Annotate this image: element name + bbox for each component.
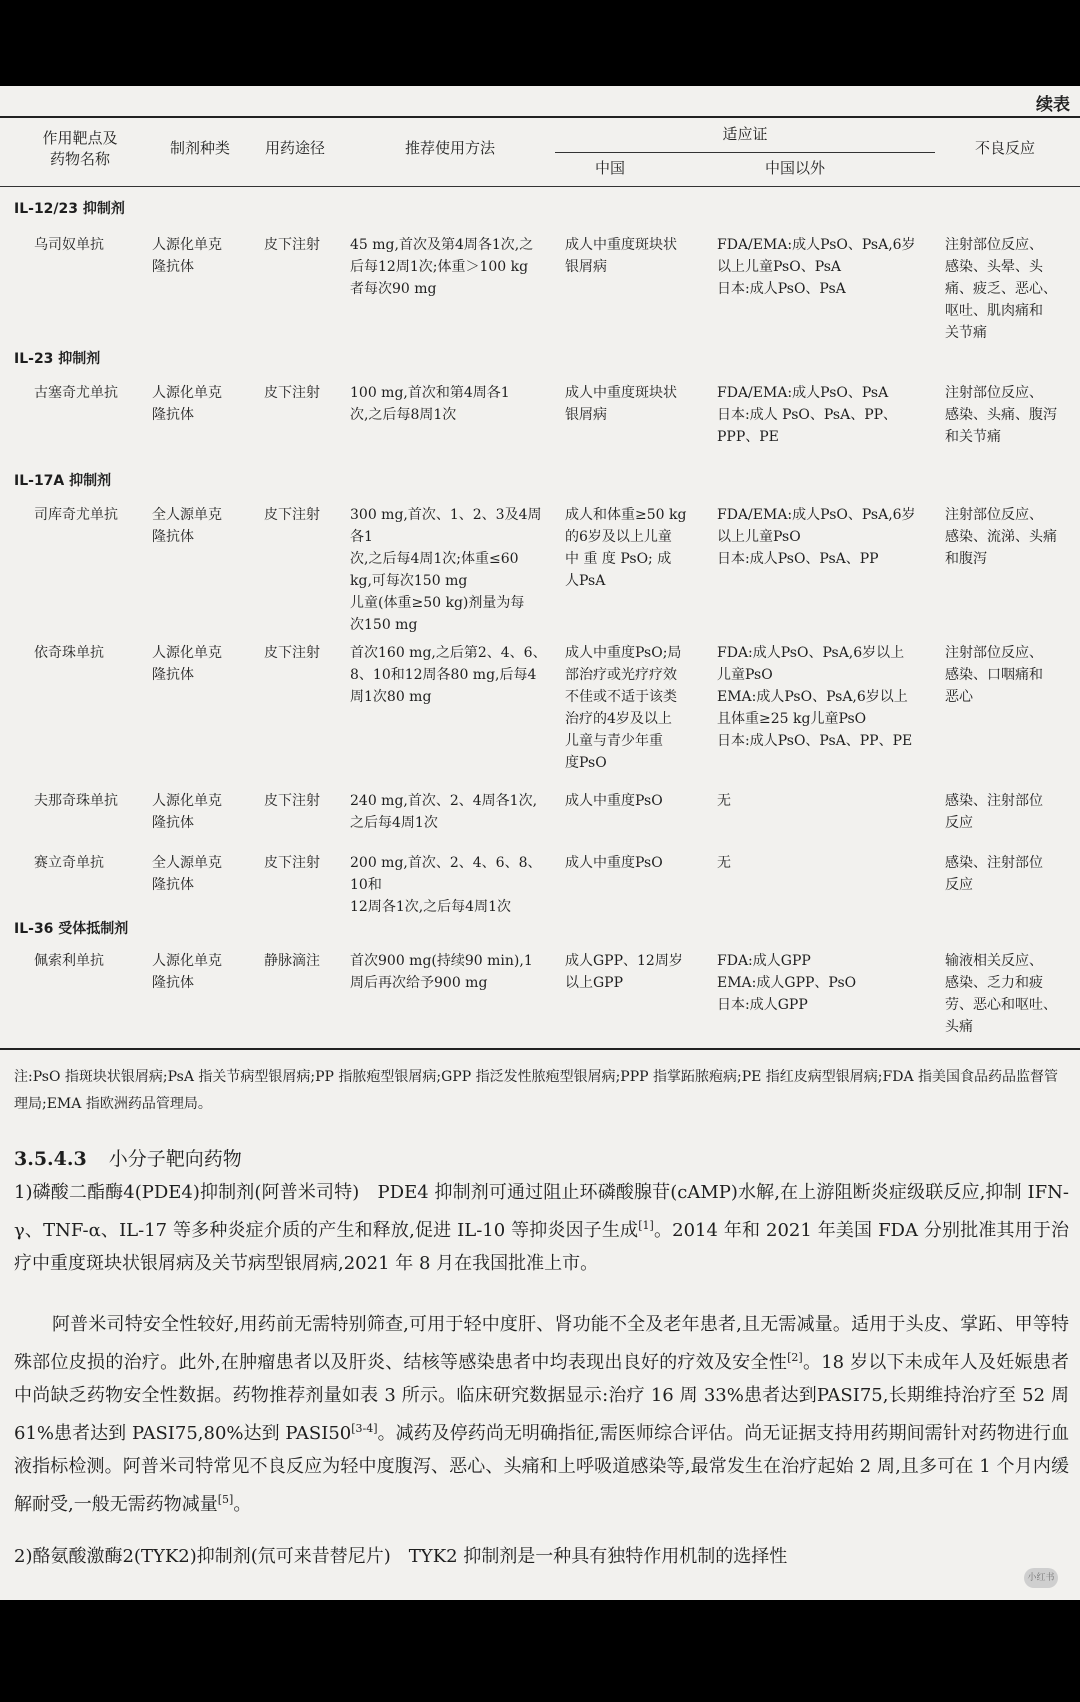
drug-usage: 首次160 mg,之后第2、4、6、 8、10和12周各80 mg,后每4 周1次80 mg [350, 645, 547, 705]
section-heading [14, 1144, 242, 1171]
citation: [2] [787, 1351, 803, 1364]
drug-adverse: 注射部位反应、 感染、口咽痛和 恶心 [945, 645, 1043, 705]
drug-indication-foreign: 无 [717, 793, 731, 809]
citation: [1] [638, 1219, 654, 1232]
watermark: 小红书 [1024, 1568, 1058, 1588]
header-usage: 推荐使用方法 [404, 139, 495, 157]
drug-indication-foreign: 无 [717, 855, 731, 871]
drug-adverse: 感染、注射部位 反应 [945, 855, 1043, 893]
drug-indication-china: 成人中重度PsO;局 部治疗或光疗疗效 不佳或不适于该类 治疗的4岁及以上 儿童与青少年重 度PsO [565, 645, 682, 771]
header-outside-china: 中国以外 [764, 159, 825, 177]
drug-indication-foreign: FDA/EMA:成人PsO、PsA 日本:成人 PsO、PsA、PP、 PPP、PE [717, 385, 898, 445]
paragraph-tyk2: 2)酪氨酸激酶2(TYK2)抑制剂(氘可来昔替尼片) TYK2 抑制剂是一种具有独特作用机制的选择性 [14, 1546, 788, 1567]
section-title: IL-17A 抑制剂 [14, 473, 112, 489]
drug-name: 佩索利单抗 [34, 953, 104, 969]
paragraph-apremilast [14, 1308, 1069, 1521]
table-header-rule [0, 186, 1080, 187]
drug-route: 静脉滴注 [264, 953, 320, 969]
header-indication: 适应证 [722, 125, 768, 143]
paragraph-text: 。减药及停药尚无明确指征,需医师综合评估。尚无证据支持用药期间需针对药物进行血液指标检测。阿普米司特常见不良反应为轻中度腹泻、恶心、头痛和上呼吸道感染等,最常发生在治疗起始 2 周,且多可在 1 个月内缓解耐受,一般无需药物减量 [14, 1423, 1069, 1515]
section-number: 3.5.4.3 [14, 1148, 87, 1170]
paragraph-text: 阿普米司特安全性较好,用药前无需特别筛查,可用于轻中度肝、肾功能不全及老年患者,且无需减量。适用于头皮、掌跖、甲等特殊部位皮损的治疗。此外,在肿瘤患者以及肝炎、结核等感染患者中均表现出良好的疗效及安全性 [14, 1314, 1069, 1373]
drug-name: 赛立奇单抗 [34, 855, 104, 871]
drug-name: 依奇珠单抗 [34, 645, 104, 661]
drug-indication-china: 成人中重度斑块状 银屑病 [565, 237, 677, 275]
drug-indication-china: 成人中重度PsO [565, 855, 663, 871]
paragraph-pde4 [14, 1176, 1069, 1280]
header-route: 用药途径 [264, 139, 325, 157]
section-title: IL-36 受体抵制剂 [14, 921, 129, 937]
section-title: 小分子靶向药物 [108, 1148, 242, 1170]
table-top-rule [0, 116, 1080, 118]
table-bottom-rule [0, 1048, 1080, 1050]
drug-usage: 45 mg,首次及第4周各1次,之 后每12周1次;体重＞100 kg 者每次90 mg [350, 237, 534, 297]
drug-form: 全人源单克 隆抗体 [152, 507, 222, 545]
drug-route: 皮下注射 [264, 507, 320, 523]
header-adverse: 不良反应 [974, 139, 1035, 157]
drug-form: 人源化单克 隆抗体 [152, 645, 222, 683]
drug-adverse: 感染、注射部位 反应 [945, 793, 1043, 831]
drug-form: 人源化单克 隆抗体 [152, 953, 222, 991]
drug-route: 皮下注射 [264, 645, 320, 661]
table-note: 注:PsO 指斑块状银屑病;PsA 指关节病型银屑病;PP 指脓疱型银屑病;GPP 指泛发性脓疱型银屑病;PPP 指掌跖脓疱病;PE 指红皮病型银屑病;FDA 指美国食品药品监督管理局;EMA 指欧洲药品管理局。 [14, 1069, 1059, 1112]
document-page [0, 86, 1080, 1600]
drug-adverse: 注射部位反应、 感染、流涕、头痛 和腹泻 [945, 507, 1057, 567]
drug-usage: 200 mg,首次、2、4、6、8、10和 12周各1次,之后每4周1次 [350, 855, 542, 915]
drug-form: 人源化单克 隆抗体 [152, 385, 222, 423]
drug-adverse: 注射部位反应、 感染、头晕、头 痛、疲乏、恶心、 呕吐、肌肉痛和 关节痛 [945, 237, 1057, 341]
drug-indication-foreign: FDA:成人GPP EMA:成人GPP、PsO 日本:成人GPP [717, 953, 857, 1013]
citation: [3-4] [351, 1422, 378, 1435]
paragraph-text: 1)磷酸二酯酶4(PDE4)抑制剂(阿普米司特) PDE4 抑制剂可通过阻止环磷酸腺苷(cAMP)水解,在上游阻断炎症级联反应,抑制 IFN-γ、TNF-α、IL-17 等多种炎症介质的产生和释放,促进 IL-10 等抑炎因子生成 [14, 1182, 1069, 1241]
drug-indication-china: 成人GPP、12周岁 以上GPP [565, 953, 683, 991]
drug-usage: 100 mg,首次和第4周各1 次,之后每8周1次 [350, 385, 510, 423]
drug-indication-china: 成人中重度PsO [565, 793, 663, 809]
paragraph-text: 。18 岁以下未成年人及妊娠患者中尚缺乏药物安全性数据。药物推荐剂量如表 3 所示。临床研究数据显示:治疗 16 周 33%患者达到PASI75,长期维持治疗至 52 周 61%患者达到 PASI75,80%达到 PASI50 [14, 1352, 1070, 1444]
section-title: IL-23 抑制剂 [14, 351, 101, 367]
header-china: 中国 [594, 159, 625, 177]
paragraph-text: 。2014 年和 2021 年美国 FDA 分别批准其用于治疗中重度斑块状银屑病及关节病型银屑病,2021 年 8 月在我国批准上市。 [14, 1220, 1069, 1274]
drug-route: 皮下注射 [264, 237, 320, 253]
header-target: 作用靶点及 药物名称 [42, 129, 118, 168]
drug-indication-china: 成人中重度斑块状 银屑病 [565, 385, 677, 423]
drug-adverse: 输液相关反应、 感染、乏力和疲 劳、恶心和呕吐、 头痛 [945, 953, 1057, 1035]
drug-route: 皮下注射 [264, 793, 320, 809]
drug-form: 人源化单克 隆抗体 [152, 793, 222, 831]
drug-name: 司库奇尤单抗 [34, 507, 118, 523]
drug-adverse: 注射部位反应、 感染、头痛、腹泻 和关节痛 [945, 385, 1057, 445]
drug-indication-foreign: FDA/EMA:成人PsO、PsA,6岁 以上儿童PsO 日本:成人PsO、PsA、PP [717, 507, 916, 567]
drug-name: 乌司奴单抗 [34, 237, 104, 253]
drug-name: 夫那奇珠单抗 [34, 793, 118, 809]
drug-usage: 300 mg,首次、1、2、3及4周各1 次,之后每4周1次;体重≤60 kg,可每次150 mg 儿童(体重≥50 kg)剂量为每 次150 mg [350, 507, 542, 633]
drug-route: 皮下注射 [264, 855, 320, 871]
drug-route: 皮下注射 [264, 385, 320, 401]
header-subrule [555, 152, 935, 153]
drug-form: 人源化单克 隆抗体 [152, 237, 222, 275]
citation: [5] [217, 1493, 234, 1506]
drug-indication-foreign: FDA:成人PsO、PsA,6岁以上 儿童PsO EMA:成人PsO、PsA,6岁以上 且体重≥25 kg儿童PsO 日本:成人PsO、PsA、PP、PE [717, 645, 913, 749]
paragraph-text: 。 [233, 1494, 252, 1515]
drug-usage: 240 mg,首次、2、4周各1次, 之后每4周1次 [350, 793, 538, 831]
drug-usage: 首次900 mg(持续90 min),1 周后再次给予900 mg [350, 953, 533, 991]
drug-name: 古塞奇尤单抗 [34, 385, 118, 401]
continued-label: 续表 [1036, 95, 1070, 115]
drug-form: 全人源单克 隆抗体 [152, 855, 222, 893]
section-title: IL-12/23 抑制剂 [14, 201, 125, 217]
header-form: 制剂种类 [169, 139, 230, 157]
drug-indication-foreign: FDA/EMA:成人PsO、PsA,6岁 以上儿童PsO、PsA 日本:成人PsO、PsA [717, 237, 916, 297]
drug-indication-china: 成人和体重≥50 kg 的6岁及以上儿童 中 重 度 PsO; 成 人PsA [565, 507, 687, 589]
